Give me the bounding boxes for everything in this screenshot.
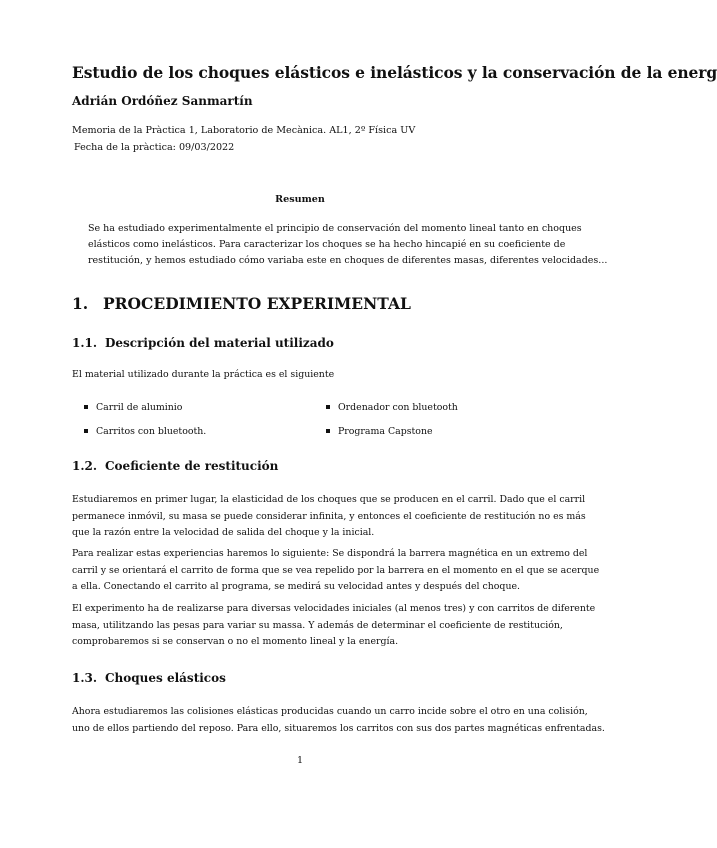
- document-author: Adrián Ordóñez Sanmartín: [72, 94, 253, 108]
- bullet-icon: [84, 405, 88, 409]
- paragraph: [72, 601, 596, 651]
- list-item: [84, 419, 206, 443]
- subsection-number: 1.1.: [72, 336, 98, 350]
- page-number: 1: [296, 755, 304, 766]
- list-item: [326, 419, 458, 443]
- subsection-heading: [72, 459, 278, 473]
- paragraph-line: El experimento ha de realizarse para diversas velocidades iniciales (al menos tres) y con carritos de diferente: [72, 603, 596, 614]
- list-item-label: Programa Capstone: [338, 425, 433, 437]
- paragraph-line: masa, utilitzando las pesas para variar su massa. Y además de determinar el coeficiente de restitución,: [72, 619, 563, 631]
- paragraph-line: a ella. Conectando el carrito al programa, se medirá su velocidad antes y después del choque.: [72, 581, 521, 593]
- subsection-title: Coeficiente de restitución: [105, 459, 279, 473]
- subsection-number: 1.3.: [72, 671, 98, 685]
- paragraph: [72, 492, 586, 542]
- paragraph-line: Ahora estudiaremos las colisiones elásticas producidas cuando un carro incide sobre el otro en una colisión,: [72, 706, 588, 717]
- abstract-heading: Resumen: [275, 194, 325, 205]
- list-item-label: Carritos con bluetooth.: [96, 425, 207, 437]
- abstract-line: Se ha estudiado experimentalmente el principio de conservación del momento lineal tanto en choques: [88, 223, 582, 234]
- section-number: 1.: [72, 294, 89, 313]
- paragraph: [72, 704, 605, 737]
- paragraph-line: que la razón entre la velocidad de salida del choque y la inicial.: [72, 527, 375, 539]
- list-item: [84, 395, 206, 419]
- paragraph-line: Estudiaremos en primer lugar, la elasticidad de los choques que se producen en el carril. Dado que el carril: [72, 494, 586, 505]
- material-list-right: [326, 395, 458, 443]
- abstract-text: [88, 221, 608, 269]
- material-list-left: [84, 395, 206, 443]
- subsection-number: 1.2.: [72, 459, 98, 473]
- bullet-icon: [326, 405, 330, 409]
- section-heading: [72, 294, 411, 313]
- material-intro: [72, 367, 544, 384]
- abstract-line: restitución, y hemos estudiado cómo variaba este en choques de diferentes masas, diferentes velocidades...: [88, 255, 608, 266]
- paragraph: [72, 546, 600, 596]
- bullet-icon: [84, 429, 88, 433]
- abstract-line: elásticos como inelásticos. Para caracterizar los choques se ha hecho hincapié en su coeficiente de: [88, 239, 566, 250]
- paragraph-line: carril y se orientará el carrito de forma que se vea repelido por la barrera en el momento en el que se acerque: [72, 564, 600, 576]
- paragraph-line: comprobaremos si se conservan o no el momento lineal y la energía.: [72, 636, 399, 648]
- paragraph-line: uno de ellos partiendo del reposo. Para ello, situaremos los carritos con sus dos partes magnéticas enfrentadas.: [72, 722, 605, 734]
- paragraph-line: El material utilizado durante la práctica es el siguiente: [72, 369, 335, 380]
- subsection-title: Choques elásticos: [105, 671, 226, 685]
- document-meta-date: Fecha de la pràctica: 09/03/2022: [74, 142, 235, 153]
- subsection-heading: [72, 336, 334, 350]
- subsection-heading: [72, 671, 226, 685]
- document-title: Estudio de los choques elásticos e inelásticos y la conservación de la energ: [72, 63, 717, 82]
- subsection-title: Descripción del material utilizado: [105, 336, 334, 350]
- section-title: PROCEDIMIENTO EXPERIMENTAL: [103, 294, 411, 313]
- paragraph-line: permanece inmóvil, su masa se puede considerar infinita, y entonces el coeficiente de restitución no es más: [72, 510, 586, 522]
- bullet-icon: [326, 429, 330, 433]
- paragraph-line: Para realizar estas experiencias haremos lo siguiente: Se dispondrá la barrera magnética en un extremo del: [72, 548, 588, 559]
- list-item-label: Carril de aluminio: [96, 401, 183, 413]
- list-item: [326, 395, 458, 419]
- document-meta-course: Memoria de la Pràctica 1, Laboratorio de Mecànica. AL1, 2º Física UV: [72, 125, 416, 136]
- list-item-label: Ordenador con bluetooth: [338, 401, 458, 413]
